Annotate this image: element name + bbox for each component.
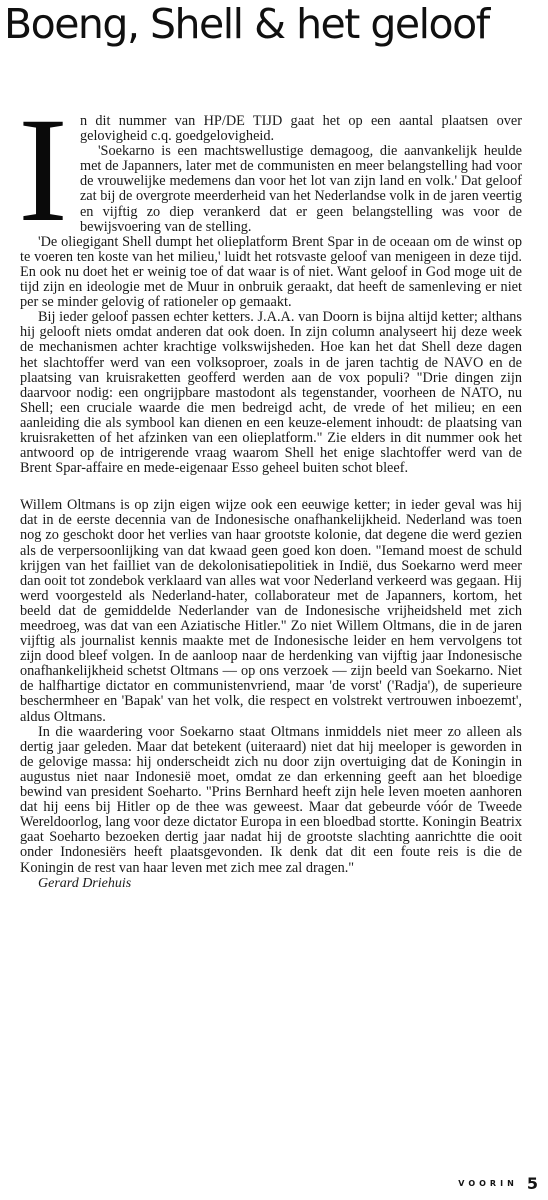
page-footer — [458, 1173, 538, 1193]
article-title: Boeng, Shell & het geloof — [4, 0, 489, 48]
article-paragraph: 'Soekarno is een machtswellustige demagoog, die aanvankelijk heulde met de Japanners, later met de communisten en meer belangstelling had voor de vrouwelijke medemens dan voor het lot van zijn land en volk.' Dat geloof zat bij de overgrote meerderheid van het Nederlandse volk in de jaren veertig en vijftig zo diep verankerd dat er geen belangstelling was voor de bewijsvoering van de stelling. — [79, 143, 522, 235]
drop-cap: I — [18, 87, 68, 253]
section-break — [20, 476, 522, 498]
article-paragraph: Willem Oltmans is op zijn eigen wijze ook een eeuwige ketter; in ieder geval was hij dat in de eerste decennia van de Indonesische onafhankelijkheid. Nederland was toen nog zo geschokt door het verlies van haar grootste kolonie, dat degene die werd gezien als de verpersoonlijking van dat kwaad geen goed kon doen. "Iemand moest de schuld krijgen van het failliet van de dekolonisatiepolitiek in Indië, dus Soekarno werd meer dan ooit tot zondebok verklaard van alles wat voor Nederland verkeerd was gegaan. Hij werd voorgesteld als Nederland-hater, collaborateur met de Japanners, kortom, het beeld dat de gemiddelde Nederlander van de Indonesische vrijheidsheld met zich meedroeg, was dat van een Aziatische Hitler." Zo niet Willem Oltmans, die in de jaren vijftig als journalist kennis maakte met de Indonesische leider en hem vervolgens tot zijn dood bleef volgen. In de aanloop naar de herdenking van vijftig jaar Indonesische onafhankelijkheid schetst Oltmans — op ons verzoek — zijn beeld van Soekarno. Niet de halfhartige dictator en communistenvriend, maar 'de vorst' ('Radja'), de superieure beschermheer en 'Bapak' van het volk, die respect en volstrekt vertrouwen inboezemt', aldus Oltmans. — [20, 497, 522, 725]
article-paragraph: 'De oliegigant Shell dumpt het olieplatform Brent Spar in de oceaan om de winst op te voeren ten koste van het milieu,' luidt het rotsvaste geloof van menigeen in deze tijd. En ook nu doet het er weinig toe of dat waar is of niet. Want geloof in God moge uit de tijd zijn en ideologie met de Muur in onbruik geraakt, dat heeft de samenleving er niet per se minder gelovig of rationeler op gemaakt. — [20, 233, 522, 311]
article-paragraph: In die waardering voor Soekarno staat Oltmans inmiddels niet meer zo alleen als dertig jaar geleden. Maar dat betekent (uiteraard) niet dat hij meeloper is geworden in de gelovige massa: hij onderscheidt zich nu door zijn overtuiging dat de Koningin in augustus niet naar Indonesië moet, omdat ze dan erkenning geeft aan het bloedige bewind van president Soeharto. "Prins Bernhard heeft zijn hele leven moeten aanhoren dat hij eens bij Hitler op de thee was geweest. Maar dat gebeurde vóór de Tweede Wereldoorlog, lang voor deze dictator Europa in een bloedbad stortte. Koningin Beatrix gaat Soeharto bezoeken dertig jaar nadat hij de grootste slachting aanrichtte die ooit onder Indonesiërs heeft plaatsgevonden. Ik denk dat dit een foute reis is die de Koningin de rest van haar leven met zich mee zal dragen." — [20, 723, 522, 876]
article-paragraph: Bij ieder geloof passen echter ketters. J.A.A. van Doorn is bijna altijd ketter; althans hij gelooft niets omdat anderen dat ook doen. In zijn column analyseert hij deze week de mechanismen achter krachtige volkswijsheden. Hoe kan het dat Shell deze dagen het slachtoffer werd van een volksoproer, zoals in de jaren tachtig de NAVO en de plaatsing van kruisraketten geofferd werden aan de vox populi? "Drie dingen zijn daarvoor nodig: een ongrijpbare mastodont als tegenstander, voorheen de NATO, nu Shell; een cruciale waarde die men bedreigd acht, de vrede of het milieu; en een aanleiding die als symbool kan dienen en een keuze-element inhoudt: de plaatsing van kruisraketten of het afzinken van een olieplatform." Zie elders in dit nummer ook het antwoord op de intrigerende vraag waarom Shell het enige slachtoffer werd van de Brent Spar-affaire en mede-eigenaar Esso geheel buiten schot bleef. — [20, 309, 522, 477]
section-label: VOORIN — [458, 1179, 518, 1188]
paragraph-text: n dit nummer van HP/DE TIJD gaat het op een aantal plaatsen over gelovigheid c.q. goedgelovigheid. — [79, 113, 522, 145]
page-number: 5 — [526, 1174, 538, 1193]
article-body — [18, 87, 522, 891]
author-signature: Gerard Driehuis — [38, 875, 132, 891]
